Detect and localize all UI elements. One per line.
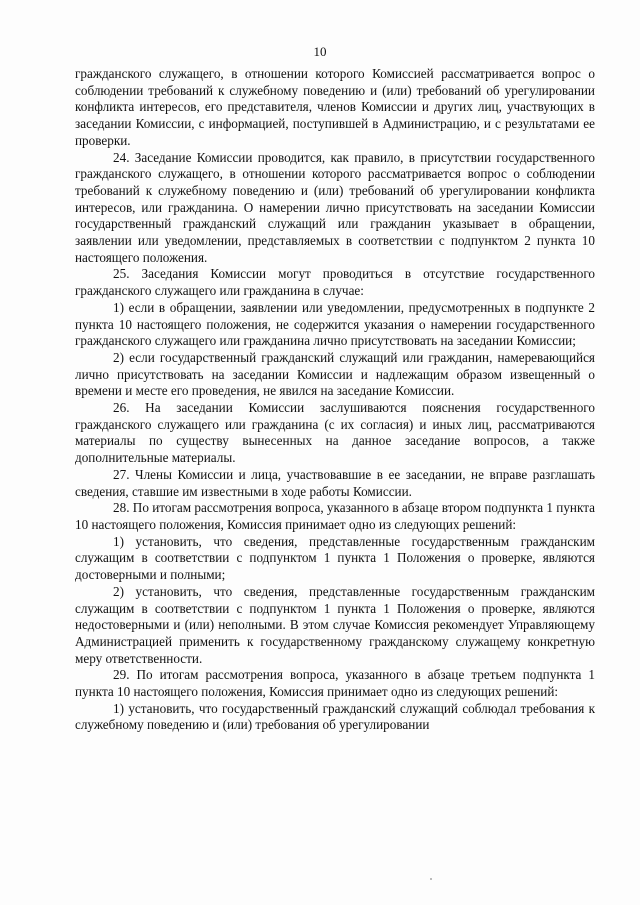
page-number: 10 bbox=[313, 44, 327, 59]
paragraph-26: 26. На заседании Комиссии заслушиваются пояснения государственного гражданского служащего или гражданина (с их согласия) и иных лиц, рассматриваются материалы по существу вынесенных на данное заседание вопросов, а также дополнительные материалы. bbox=[75, 400, 595, 466]
document-body bbox=[75, 66, 595, 734]
paragraph-27: 27. Члены Комиссии и лица, участвовавшие в ее заседании, не вправе разглашать сведения, ставшие им известными в ходе работы Комиссии. bbox=[75, 466, 595, 499]
paragraph-28-item-2: 2) установить, что сведения, представленные государственным гражданским служащим в соответствии с подпунктом 1 пункта 1 Положения о проверке, являются недостоверными и (или) неполными. В этом случае Комиссия рекомендует Управляющему Администрацией применить к государственному гражданскому служащему конкретную меру ответственности. bbox=[75, 583, 595, 666]
paragraph-29: 29. По итогам рассмотрения вопроса, указанного в абзаце третьем подпункта 1 пункта 10 настоящего положения, Комиссия принимает одно из следующих решений: bbox=[75, 667, 595, 700]
paragraph-24: 24. Заседание Комиссии проводится, как правило, в присутствии государственного гражданского служащего, в отношении которого рассматривается вопрос о соблюдении требований к служебному поведению и (или) требований об урегулировании конфликта интересов, или гражданина. О намерении лично присутствовать на заседании Комиссии государственный гражданский служащий или гражданин указывает в обращении, заявлении или уведомлении, представляемых в соответствии с подпунктом 2 пункта 10 настоящего положения. bbox=[75, 149, 595, 265]
paragraph-continuation: гражданского служащего, в отношении которого Комиссией рассматривается вопрос о соблюдении требований к служебному поведению и (или) требований об урегулировании конфликта интересов, его представителя, членов Комиссии и других лиц, участвующих в заседании Комиссии, с информацией, поступившей в Администрацию, и с результатами ее проверки. bbox=[75, 66, 595, 148]
paragraph-29-item-1: 1) установить, что государственный гражданский служащий соблюдал требования к служебному поведению и (или) требования об урегулировании bbox=[75, 700, 595, 733]
paragraph-28-item-1: 1) установить, что сведения, представленные государственным гражданским служащим в соответствии с подпунктом 1 пункта 1 Положения о проверке, являются достоверными и полными; bbox=[75, 533, 595, 583]
paragraph-25-item-2: 2) если государственный гражданский служащий или гражданин, намеревающийся лично присутствовать на заседании Комиссии и надлежащим образом извещенный о времени и месте его проведения, не явился на заседание Комиссии. bbox=[75, 349, 595, 399]
paragraph-25: 25. Заседания Комиссии могут проводиться в отсутствие государственного гражданского служащего или гражданина в случае: bbox=[75, 266, 595, 299]
paragraph-28: 28. По итогам рассмотрения вопроса, указанного в абзаце втором подпункта 1 пункта 10 настоящего положения, Комиссия принимает одно из следующих решений: bbox=[75, 500, 595, 532]
paragraph-25-item-1: 1) если в обращении, заявлении или уведомлении, предусмотренных в подпункте 2 пункта 10 настоящего положения, не содержится указания о намерении государственного гражданского служащего или гражданина лично присутствовать на заседании Комиссии; bbox=[75, 299, 595, 349]
scan-speck bbox=[430, 878, 432, 880]
